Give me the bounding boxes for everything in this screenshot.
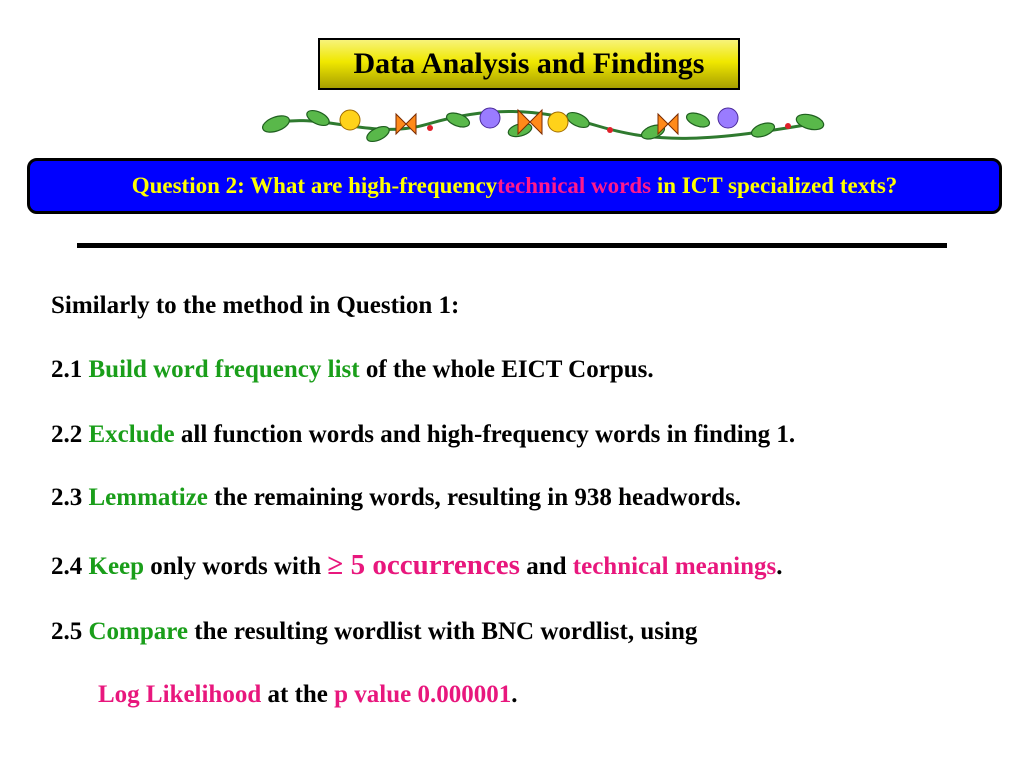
step-keyword: Lemmatize [88,484,208,511]
step-2-3 [51,484,741,512]
step-number: 2.3 [51,484,89,511]
step-text-end: . [776,553,783,580]
step-highlight-log-likelihood: Log Likelihood [98,681,262,708]
step-highlight-p-value: p value 0.000001 [334,681,512,708]
step-text: only words with [144,553,328,580]
intro-line [51,292,459,320]
step-keyword: Keep [88,553,145,580]
slide-title-text: Data Analysis and Findings [353,47,705,80]
question-highlight: technical words [497,173,652,198]
step-highlight-occurrences: ≥ 5 occurrences [327,549,520,581]
step-number: 2.2 [51,421,89,448]
step-number: 2.1 [51,356,89,383]
step-keyword: Exclude [88,421,175,448]
question-prefix: Question 2: What are high-frequency [131,173,498,198]
step-text-mid: and [519,553,573,580]
horizontal-rule [77,243,947,248]
question-suffix: in ICT specialized texts? [651,173,898,198]
step-keyword: Build word frequency list [88,356,360,383]
step-text-end: . [511,681,518,708]
step-number: 2.4 [51,553,89,580]
step-2-5 [51,618,697,646]
step-text-mid: at the [261,681,335,708]
step-number: 2.5 [51,618,89,645]
floral-vine-divider [258,100,828,148]
question-banner [27,158,1002,214]
step-keyword: Compare [88,618,189,645]
step-text: all function words and high-frequency words in finding 1. [174,421,796,448]
slide-title [318,38,740,90]
step-2-5-continued [98,681,518,709]
intro-text: Similarly to the method in Question 1: [51,292,460,319]
step-2-4 [51,549,783,582]
step-text: the remaining words, resulting in 938 headwords. [207,484,742,511]
step-2-2 [51,421,795,449]
step-text: of the whole EICT Corpus. [359,356,654,383]
step-text: the resulting wordlist with BNC wordlist, using [188,618,698,645]
step-2-1 [51,356,654,384]
step-highlight-technical: technical meanings [572,553,777,580]
